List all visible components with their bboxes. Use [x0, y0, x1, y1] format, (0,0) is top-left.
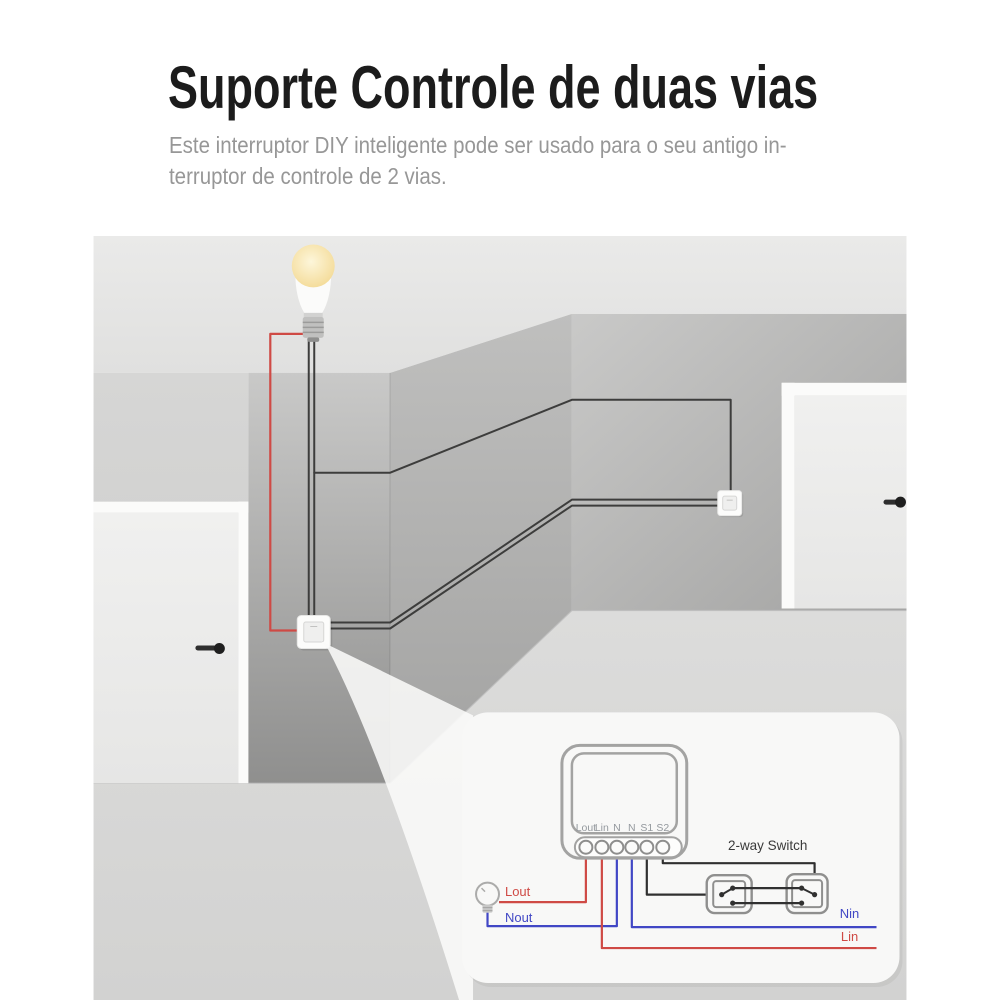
- door-left-frame-top: [94, 502, 249, 513]
- two-way-switch-label: 2-way Switch: [727, 838, 808, 854]
- terminal-label-lout: Lout: [575, 823, 597, 835]
- subtitle-line-2: terruptor de controle de 2 vias.: [169, 163, 447, 189]
- door-right-frame-side: [782, 383, 795, 609]
- terminal-label-n1: N: [613, 823, 621, 835]
- terminal-label-s2: S2: [656, 823, 670, 835]
- door-right-handle-knob: [895, 497, 906, 508]
- door-left-handle-bar: [195, 645, 216, 650]
- terminal-screw: [595, 841, 608, 854]
- contact-dot: [730, 901, 735, 906]
- contact-dot: [799, 901, 804, 906]
- terminal-label-n2: N: [628, 823, 636, 835]
- label-lin: Lin: [840, 929, 859, 945]
- label-nin: Nin: [839, 906, 860, 922]
- door-left-handle-knob: [214, 643, 225, 654]
- wiring-illustration: [93, 236, 907, 1000]
- bulb-icon-base: [483, 905, 493, 913]
- light-bulb-glow: [292, 244, 335, 287]
- light-bulb-collar: [304, 313, 323, 317]
- wall-switch-left-rocker: [304, 622, 324, 642]
- door-right-frame-top: [782, 383, 907, 396]
- wall-switch-right: [718, 491, 743, 517]
- subtitle-line-1: Este interruptor DIY inteligente pode ser usado para o seu antigo in-: [169, 132, 787, 158]
- label-lout: Lout: [504, 884, 531, 900]
- terminal-screw: [579, 841, 592, 854]
- door-right: [782, 383, 907, 609]
- terminal-label-s1: S1: [640, 823, 654, 835]
- terminal-screw: [610, 841, 623, 854]
- page-title: Suporte Controle de duas vias: [168, 54, 819, 121]
- door-left: [94, 502, 249, 784]
- room-scene: [93, 236, 907, 1000]
- door-left-frame-side: [238, 502, 248, 784]
- label-nout: Nout: [504, 910, 533, 926]
- light-bulb-tip: [307, 337, 319, 341]
- terminal-label-lin: Lin: [594, 823, 609, 835]
- wall-switch-right-rocker: [723, 496, 737, 510]
- smart-switch-module: [562, 745, 687, 858]
- terminal-screw: [656, 841, 669, 854]
- page-subtitle: [169, 130, 787, 192]
- terminal-screw: [640, 841, 653, 854]
- terminal-screw: [625, 841, 638, 854]
- bulb-icon-globe: [476, 883, 499, 906]
